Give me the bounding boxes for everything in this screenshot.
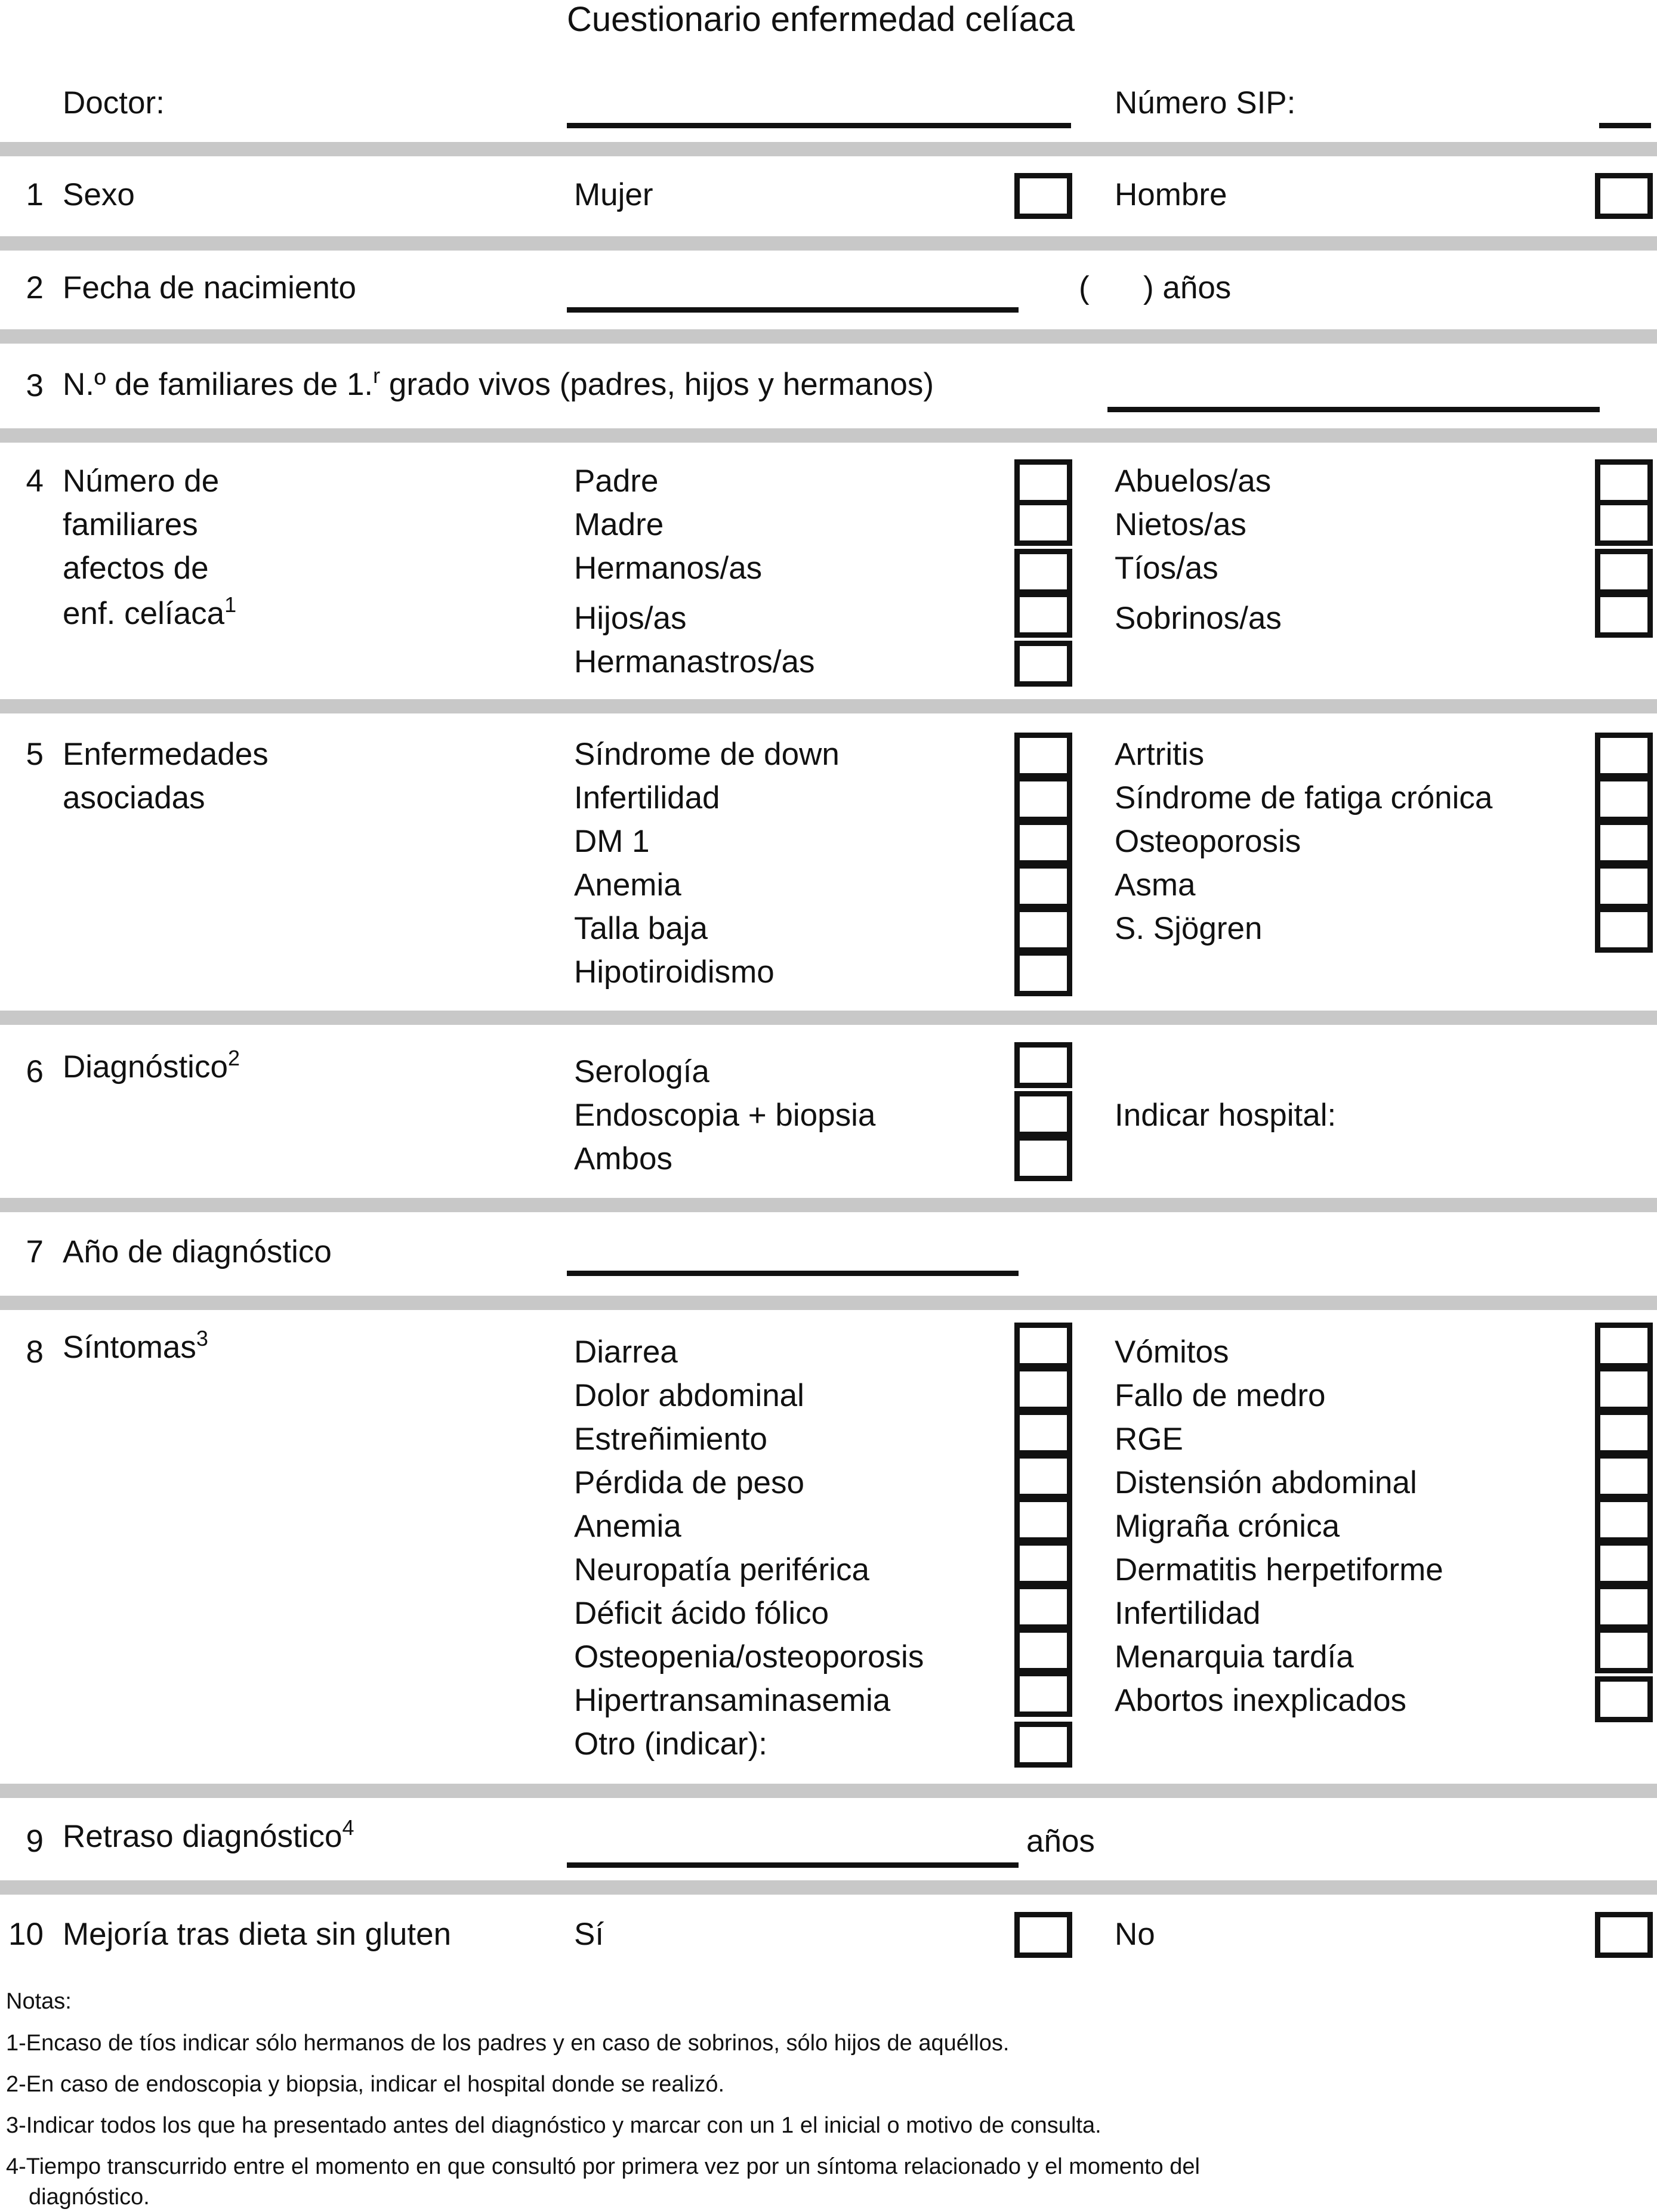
separator xyxy=(0,1198,1657,1212)
option-tios: Tíos/as xyxy=(1115,551,1218,586)
hospital-label: Indicar hospital: xyxy=(1115,1098,1337,1133)
checkbox-mujer[interactable] xyxy=(1014,173,1072,219)
checkbox-ambos[interactable] xyxy=(1014,1135,1072,1181)
option-ambos: Ambos xyxy=(574,1141,672,1176)
option-abortos-inexplicados: Abortos inexplicados xyxy=(1115,1683,1407,1718)
separator xyxy=(0,236,1657,251)
option-infertilidad-sintoma: Infertilidad xyxy=(1115,1596,1261,1631)
label-part: enf. celíaca xyxy=(63,596,225,631)
option-anemia: Anemia xyxy=(574,867,681,903)
checkbox-infertilidad-sintoma[interactable] xyxy=(1595,1584,1653,1630)
checkbox-sobrinos[interactable] xyxy=(1595,592,1653,638)
checkbox-deficit-folico[interactable] xyxy=(1014,1584,1072,1630)
separator xyxy=(0,1011,1657,1025)
option-padre: Padre xyxy=(574,464,659,499)
checkbox-asma[interactable] xyxy=(1595,863,1653,909)
checkbox-madre[interactable] xyxy=(1014,500,1072,546)
separator xyxy=(0,699,1657,713)
option-otro: Otro (indicar): xyxy=(574,1726,767,1762)
label-superscript: r xyxy=(373,363,381,388)
option-dm1: DM 1 xyxy=(574,824,650,859)
checkbox-sjogren[interactable] xyxy=(1595,907,1653,953)
checkbox-talla-baja[interactable] xyxy=(1014,907,1072,953)
checkbox-anemia-sintoma[interactable] xyxy=(1014,1497,1072,1543)
question-label-line: Número de xyxy=(63,464,220,499)
checkbox-nietos[interactable] xyxy=(1595,500,1653,546)
label-part: Retraso diagnóstico xyxy=(63,1819,342,1854)
separator xyxy=(0,428,1657,443)
checkbox-hermanos[interactable] xyxy=(1014,549,1072,595)
option-sobrinos: Sobrinos/as xyxy=(1115,601,1282,636)
question-label-fecha-nacimiento: Fecha de nacimiento xyxy=(63,270,357,305)
checkbox-perdida-peso[interactable] xyxy=(1014,1453,1072,1499)
question-label-retraso-diagnostico xyxy=(63,1815,354,1854)
option-hipotiroidismo: Hipotiroidismo xyxy=(574,954,774,990)
checkbox-artritis[interactable] xyxy=(1595,733,1653,778)
birthdate-field[interactable] xyxy=(567,307,1019,313)
checkbox-menarquia-tardia[interactable] xyxy=(1595,1627,1653,1673)
question-number: 1 xyxy=(26,177,44,212)
option-migrana-cronica: Migraña crónica xyxy=(1115,1509,1340,1544)
option-talla-baja: Talla baja xyxy=(574,911,708,946)
separator xyxy=(0,1784,1657,1798)
checkbox-endoscopia-biopsia[interactable] xyxy=(1014,1091,1072,1137)
note-item: diagnóstico. xyxy=(29,2185,150,2210)
option-hipertransaminasemia: Hipertransaminasemia xyxy=(574,1683,891,1718)
checkbox-otro[interactable] xyxy=(1014,1722,1072,1768)
question-label-line: familiares xyxy=(63,507,198,542)
option-hijos: Hijos/as xyxy=(574,601,687,636)
checkbox-infertilidad[interactable] xyxy=(1014,776,1072,822)
question-number: 9 xyxy=(26,1824,44,1859)
label-part: grado vivos (padres, hijos y hermanos) xyxy=(380,367,934,402)
checkbox-estrenimiento[interactable] xyxy=(1014,1410,1072,1456)
option-vomitos: Vómitos xyxy=(1115,1334,1229,1370)
option-osteopenia: Osteopenia/osteoporosis xyxy=(574,1639,924,1675)
option-fallo-medro: Fallo de medro xyxy=(1115,1378,1326,1413)
question-number: 8 xyxy=(26,1334,44,1370)
option-artritis: Artritis xyxy=(1115,737,1205,772)
question-label-line: Enfermedades xyxy=(63,737,269,772)
checkbox-diarrea[interactable] xyxy=(1014,1323,1072,1368)
option-dolor-abdominal: Dolor abdominal xyxy=(574,1378,804,1413)
doctor-field[interactable] xyxy=(567,123,1071,128)
relatives-count-field[interactable] xyxy=(1107,407,1600,412)
option-endoscopia-biopsia: Endoscopia + biopsia xyxy=(574,1098,876,1133)
option-si: Sí xyxy=(574,1917,604,1952)
question-label-line: asociadas xyxy=(63,780,205,815)
option-rge: RGE xyxy=(1115,1422,1183,1457)
option-hermanos: Hermanos/as xyxy=(574,551,763,586)
checkbox-hermanastros[interactable] xyxy=(1014,641,1072,687)
years-label: ) años xyxy=(1143,270,1232,305)
question-number: 2 xyxy=(26,270,44,305)
option-neuropatia: Neuropatía periférica xyxy=(574,1552,869,1587)
question-label-ano-diagnostico: Año de diagnóstico xyxy=(63,1234,332,1269)
doctor-label: Doctor: xyxy=(63,85,165,121)
checkbox-osteoporosis[interactable] xyxy=(1595,820,1653,866)
question-label-line: afectos de xyxy=(63,551,209,586)
checkbox-dm1[interactable] xyxy=(1014,820,1072,866)
question-number: 6 xyxy=(26,1054,44,1089)
checkbox-hipertransaminasemia[interactable] xyxy=(1014,1671,1072,1717)
label-part: Síntomas xyxy=(63,1330,196,1365)
option-asma: Asma xyxy=(1115,867,1196,903)
option-nietos: Nietos/as xyxy=(1115,507,1246,542)
checkbox-migrana-cronica[interactable] xyxy=(1595,1497,1653,1543)
notes-heading: Notas: xyxy=(6,1989,72,2014)
option-abuelos: Abuelos/as xyxy=(1115,464,1272,499)
checkbox-fatiga-cronica[interactable] xyxy=(1595,776,1653,822)
checkbox-hipotiroidismo[interactable] xyxy=(1014,950,1072,996)
sip-field[interactable] xyxy=(1599,123,1651,128)
question-label-familiares xyxy=(63,363,934,402)
option-diarrea: Diarrea xyxy=(574,1334,678,1370)
checkbox-vomitos[interactable] xyxy=(1595,1323,1653,1368)
option-serologia: Serología xyxy=(574,1054,709,1089)
note-item: 2-En caso de endoscopia y biopsia, indicar el hospital donde se realizó. xyxy=(6,2072,725,2097)
diagnosis-year-field[interactable] xyxy=(567,1271,1019,1276)
question-number: 7 xyxy=(26,1234,44,1269)
separator xyxy=(0,1880,1657,1895)
checkbox-anemia[interactable] xyxy=(1014,863,1072,909)
checkbox-abuelos[interactable] xyxy=(1595,459,1653,505)
separator xyxy=(0,1296,1657,1310)
option-sjogren: S. Sjögren xyxy=(1115,911,1263,946)
checkbox-serologia[interactable] xyxy=(1014,1042,1072,1088)
option-perdida-peso: Pérdida de peso xyxy=(574,1465,805,1500)
years-open-paren: ( xyxy=(1079,270,1090,305)
page-title: Cuestionario enfermedad celíaca xyxy=(567,0,1075,39)
question-label-mejoria: Mejoría tras dieta sin gluten xyxy=(63,1917,452,1952)
question-label-line xyxy=(63,592,237,631)
option-estrenimiento: Estreñimiento xyxy=(574,1422,768,1457)
option-no: No xyxy=(1115,1917,1155,1952)
sip-label: Número SIP: xyxy=(1115,85,1296,121)
option-menarquia-tardia: Menarquia tardía xyxy=(1115,1639,1354,1675)
checkbox-hombre[interactable] xyxy=(1595,173,1653,219)
checkbox-sindrome-down[interactable] xyxy=(1014,733,1072,778)
question-number: 5 xyxy=(26,737,44,772)
label-superscript: 1 xyxy=(224,592,237,617)
checkbox-hijos[interactable] xyxy=(1014,592,1072,638)
option-hermanastros: Hermanastros/as xyxy=(574,644,815,679)
question-label-sintomas xyxy=(63,1326,208,1365)
checkbox-dolor-abdominal[interactable] xyxy=(1014,1366,1072,1412)
checkbox-rge[interactable] xyxy=(1595,1410,1653,1456)
question-label-diagnostico xyxy=(63,1046,240,1085)
checkbox-no[interactable] xyxy=(1595,1912,1653,1958)
option-hombre: Hombre xyxy=(1115,177,1227,212)
label-superscript: 3 xyxy=(196,1326,208,1351)
checkbox-padre[interactable] xyxy=(1014,459,1072,505)
question-number: 3 xyxy=(26,368,44,403)
option-anemia-sintoma: Anemia xyxy=(574,1509,681,1544)
option-deficit-folico: Déficit ácido fólico xyxy=(574,1596,829,1631)
option-fatiga-cronica: Síndrome de fatiga crónica xyxy=(1115,780,1493,815)
label-superscript: 2 xyxy=(227,1046,240,1070)
separator xyxy=(0,142,1657,156)
checkbox-tios[interactable] xyxy=(1595,549,1653,595)
label-superscript: 4 xyxy=(342,1815,354,1840)
option-infertilidad: Infertilidad xyxy=(574,780,720,815)
label-part: Diagnóstico xyxy=(63,1049,228,1085)
checkbox-osteopenia[interactable] xyxy=(1014,1627,1072,1673)
option-osteoporosis: Osteoporosis xyxy=(1115,824,1301,859)
question-label-sexo: Sexo xyxy=(63,177,135,212)
option-mujer: Mujer xyxy=(574,177,653,212)
option-dermatitis-herpetiforme: Dermatitis herpetiforme xyxy=(1115,1552,1443,1587)
checkbox-abortos-inexplicados[interactable] xyxy=(1595,1676,1653,1722)
delay-unit-label: años xyxy=(1026,1824,1095,1859)
question-number: 10 xyxy=(8,1917,44,1952)
checkbox-neuropatia[interactable] xyxy=(1014,1540,1072,1586)
note-item: 1-Encaso de tíos indicar sólo hermanos de los padres y en caso de sobrinos, sólo hijos de aquéllos. xyxy=(6,2031,1010,2056)
label-part: N.º de familiares de 1. xyxy=(63,367,374,402)
checkbox-dermatitis-herpetiforme[interactable] xyxy=(1595,1540,1653,1586)
note-item: 3-Indicar todos los que ha presentado antes del diagnóstico y marcar con un 1 el inicial o motivo de consulta. xyxy=(6,2113,1101,2138)
checkbox-distension-abdominal[interactable] xyxy=(1595,1453,1653,1499)
checkbox-si[interactable] xyxy=(1014,1912,1072,1958)
checkbox-fallo-medro[interactable] xyxy=(1595,1366,1653,1412)
diagnostic-delay-field[interactable] xyxy=(567,1862,1019,1868)
question-number: 4 xyxy=(26,464,44,499)
option-madre: Madre xyxy=(574,507,664,542)
note-item: 4-Tiempo transcurrido entre el momento en que consultó por primera vez por un síntoma relacionado y el momento del xyxy=(6,2154,1200,2179)
option-sindrome-down: Síndrome de down xyxy=(574,737,840,772)
option-distension-abdominal: Distensión abdominal xyxy=(1115,1465,1417,1500)
separator xyxy=(0,329,1657,344)
